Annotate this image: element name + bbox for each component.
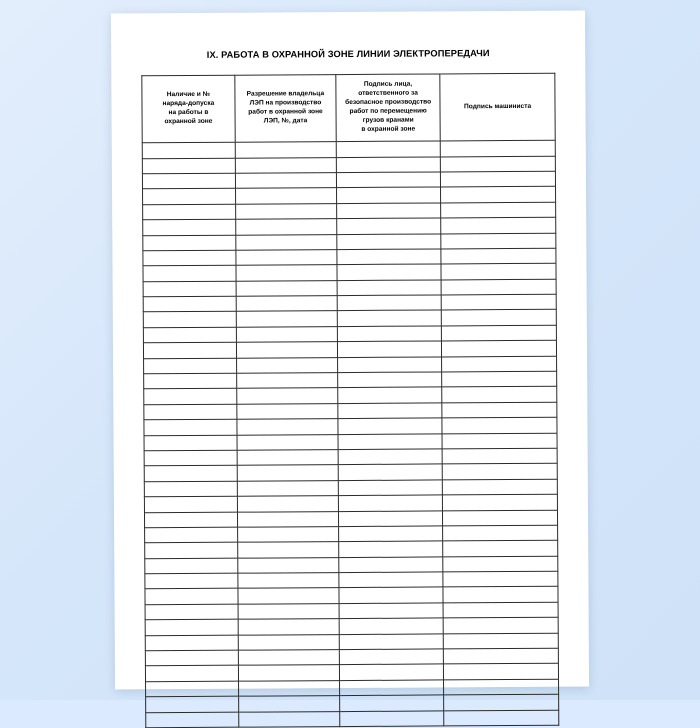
- cell-operator-signature[interactable]: [444, 679, 559, 695]
- cell-responsible-signature[interactable]: [337, 218, 441, 234]
- cell-owner-permission[interactable]: [235, 203, 336, 219]
- cell-permit[interactable]: [144, 481, 237, 497]
- cell-operator-signature[interactable]: [443, 617, 558, 633]
- cell-owner-permission[interactable]: [237, 450, 338, 466]
- column-header-responsible-signature-line-1: Подпись лица,: [363, 81, 413, 89]
- cell-owner-permission[interactable]: [238, 665, 339, 681]
- column-header-owner-permission-line-3: работ в охранной зоне: [248, 108, 323, 116]
- cell-responsible-signature[interactable]: [339, 634, 443, 650]
- column-header-responsible-signature-line-6: в охранной зоне: [361, 125, 416, 133]
- cell-owner-permission[interactable]: [238, 603, 339, 619]
- cell-responsible-signature[interactable]: [338, 387, 442, 403]
- column-header-owner-permission-line-4: ЛЭП, №, дата: [263, 117, 308, 125]
- cell-owner-permission[interactable]: [237, 388, 338, 404]
- cell-responsible-signature[interactable]: [340, 695, 444, 711]
- cell-permit[interactable]: [143, 219, 236, 235]
- cell-operator-signature[interactable]: [442, 402, 557, 418]
- cell-operator-signature[interactable]: [442, 448, 557, 464]
- cell-permit[interactable]: [144, 404, 237, 420]
- cell-permit[interactable]: [144, 358, 237, 374]
- cell-permit[interactable]: [144, 512, 237, 528]
- cell-operator-signature[interactable]: [443, 571, 558, 587]
- cell-owner-permission[interactable]: [238, 680, 339, 696]
- cell-permit[interactable]: [145, 619, 238, 635]
- cell-operator-signature[interactable]: [443, 602, 558, 618]
- cell-responsible-signature[interactable]: [338, 403, 442, 419]
- column-header-responsible-signature-line-2: ответственного за: [358, 89, 418, 98]
- cell-owner-permission[interactable]: [237, 419, 338, 435]
- cell-operator-signature[interactable]: [442, 417, 557, 433]
- cell-owner-permission[interactable]: [237, 480, 338, 496]
- cell-permit[interactable]: [142, 173, 235, 189]
- cell-owner-permission[interactable]: [237, 542, 338, 558]
- cell-owner-permission[interactable]: [236, 311, 337, 327]
- cell-permit[interactable]: [145, 650, 238, 666]
- cell-responsible-signature[interactable]: [338, 449, 442, 465]
- cell-operator-signature[interactable]: [443, 648, 558, 664]
- cell-owner-permission[interactable]: [236, 280, 337, 296]
- cell-permit[interactable]: [143, 312, 236, 328]
- table-row: [146, 710, 559, 728]
- cell-responsible-signature[interactable]: [338, 357, 442, 373]
- cell-responsible-signature[interactable]: [339, 526, 443, 542]
- cell-responsible-signature[interactable]: [337, 187, 441, 203]
- cell-responsible-signature[interactable]: [339, 587, 443, 603]
- cell-operator-signature[interactable]: [440, 140, 555, 156]
- cell-operator-signature[interactable]: [441, 233, 556, 249]
- cell-responsible-signature[interactable]: [339, 510, 443, 526]
- cell-permit[interactable]: [142, 142, 235, 158]
- cell-responsible-signature[interactable]: [338, 434, 442, 450]
- cell-responsible-signature[interactable]: [336, 156, 440, 172]
- cell-responsible-signature[interactable]: [337, 310, 441, 326]
- cell-owner-permission[interactable]: [238, 696, 339, 712]
- cell-permit[interactable]: [143, 189, 236, 205]
- cell-owner-permission[interactable]: [238, 650, 339, 666]
- table-header: [142, 73, 555, 143]
- cell-owner-permission[interactable]: [238, 634, 339, 650]
- cell-operator-signature[interactable]: [442, 479, 557, 495]
- cell-owner-permission[interactable]: [237, 526, 338, 542]
- cell-permit[interactable]: [143, 204, 236, 220]
- column-header-permit-line-3: на работы в: [168, 109, 209, 117]
- cell-permit[interactable]: [143, 250, 236, 266]
- document-page: [111, 11, 589, 690]
- column-header-operator-signature-line-1: Подпись машиниста: [464, 102, 532, 111]
- cell-operator-signature[interactable]: [443, 510, 558, 526]
- cell-owner-permission[interactable]: [237, 496, 338, 512]
- column-header-permit: [142, 75, 235, 143]
- electric-line-zone-table: [141, 73, 559, 728]
- cell-owner-permission[interactable]: [237, 465, 338, 481]
- cell-responsible-signature[interactable]: [337, 280, 441, 296]
- cell-responsible-signature[interactable]: [340, 711, 444, 727]
- cell-operator-signature[interactable]: [443, 556, 558, 572]
- cell-owner-permission[interactable]: [236, 249, 337, 265]
- cell-operator-signature[interactable]: [441, 279, 556, 295]
- cell-responsible-signature[interactable]: [337, 233, 441, 249]
- cell-permit[interactable]: [144, 496, 237, 512]
- cell-owner-permission[interactable]: [236, 357, 337, 373]
- cell-responsible-signature[interactable]: [337, 249, 441, 265]
- cell-operator-signature[interactable]: [441, 187, 556, 203]
- cell-operator-signature[interactable]: [442, 387, 557, 403]
- table-body: [142, 140, 559, 727]
- cell-permit[interactable]: [143, 265, 236, 281]
- column-header-owner-permission-line-2: ЛЭП на производство: [249, 99, 322, 107]
- cell-owner-permission[interactable]: [235, 219, 336, 235]
- cell-permit[interactable]: [145, 589, 238, 605]
- table-header-row: [142, 73, 555, 143]
- cell-owner-permission[interactable]: [236, 296, 337, 312]
- cell-responsible-signature[interactable]: [337, 326, 441, 342]
- cell-permit[interactable]: [145, 527, 238, 543]
- cell-owner-permission[interactable]: [235, 188, 336, 204]
- column-header-permit-line-1: Наличие и №: [166, 91, 211, 99]
- cell-owner-permission[interactable]: [236, 265, 337, 281]
- column-header-responsible-signature-line-5: грузов кранами: [362, 116, 414, 124]
- column-header-operator-signature: [440, 73, 555, 141]
- cell-operator-signature[interactable]: [442, 371, 557, 387]
- cell-operator-signature[interactable]: [443, 633, 558, 649]
- cell-owner-permission[interactable]: [238, 557, 339, 573]
- cell-owner-permission[interactable]: [235, 157, 336, 173]
- cell-operator-signature[interactable]: [441, 248, 556, 264]
- cell-permit[interactable]: [146, 681, 239, 697]
- cell-permit[interactable]: [145, 558, 238, 574]
- cell-operator-signature[interactable]: [442, 464, 557, 480]
- cell-operator-signature[interactable]: [443, 494, 558, 510]
- cell-permit[interactable]: [145, 666, 238, 682]
- column-header-owner-permission-line-1: Разрешение владельца: [246, 90, 325, 99]
- cell-responsible-signature[interactable]: [338, 372, 442, 388]
- cell-permit[interactable]: [145, 543, 238, 559]
- cell-owner-permission[interactable]: [239, 711, 340, 727]
- cell-permit[interactable]: [143, 342, 236, 358]
- cell-permit[interactable]: [144, 450, 237, 466]
- cell-owner-permission[interactable]: [236, 373, 337, 389]
- cell-operator-signature[interactable]: [443, 587, 558, 603]
- cell-responsible-signature[interactable]: [338, 341, 442, 357]
- cell-owner-permission[interactable]: [236, 234, 337, 250]
- cell-responsible-signature[interactable]: [339, 572, 443, 588]
- cell-permit[interactable]: [144, 389, 237, 405]
- cell-operator-signature[interactable]: [442, 340, 557, 356]
- cell-permit[interactable]: [143, 235, 236, 251]
- cell-permit[interactable]: [144, 435, 237, 451]
- cell-operator-signature[interactable]: [444, 694, 559, 710]
- cell-operator-signature[interactable]: [443, 541, 558, 557]
- cell-operator-signature[interactable]: [441, 325, 556, 341]
- cell-responsible-signature[interactable]: [338, 480, 442, 496]
- cell-permit[interactable]: [144, 373, 237, 389]
- cell-owner-permission[interactable]: [238, 588, 339, 604]
- cell-permit[interactable]: [146, 696, 239, 712]
- column-header-responsible-signature-line-4: работ по перемещению: [349, 107, 427, 116]
- cell-operator-signature[interactable]: [443, 525, 558, 541]
- cell-responsible-signature[interactable]: [340, 664, 444, 680]
- page-content: [141, 41, 559, 666]
- cell-responsible-signature[interactable]: [337, 264, 441, 280]
- cell-responsible-signature[interactable]: [339, 603, 443, 619]
- cell-operator-signature[interactable]: [442, 433, 557, 449]
- cell-responsible-signature[interactable]: [337, 172, 441, 188]
- cell-owner-permission[interactable]: [236, 326, 337, 342]
- cell-permit[interactable]: [145, 604, 238, 620]
- cell-operator-signature[interactable]: [441, 310, 556, 326]
- cell-responsible-signature[interactable]: [340, 680, 444, 696]
- cell-responsible-signature[interactable]: [339, 649, 443, 665]
- cell-permit[interactable]: [143, 281, 236, 297]
- cell-operator-signature[interactable]: [444, 664, 559, 680]
- cell-operator-signature[interactable]: [442, 356, 557, 372]
- cell-operator-signature[interactable]: [441, 171, 556, 187]
- cell-responsible-signature[interactable]: [337, 295, 441, 311]
- cell-permit[interactable]: [142, 158, 235, 174]
- cell-permit[interactable]: [146, 712, 239, 728]
- cell-owner-permission[interactable]: [235, 173, 336, 189]
- cell-operator-signature[interactable]: [441, 217, 556, 233]
- column-header-responsible-signature: [336, 74, 440, 142]
- cell-permit[interactable]: [144, 466, 237, 482]
- cell-permit[interactable]: [143, 327, 236, 343]
- cell-owner-permission[interactable]: [235, 142, 336, 158]
- cell-operator-signature[interactable]: [441, 202, 556, 218]
- page-title: IX. РАБОТА В ОХРАННОЙ ЗОНЕ ЛИНИИ ЭЛЕКТРОПЕРЕДАЧИ: [206, 48, 490, 60]
- cell-permit[interactable]: [145, 573, 238, 589]
- cell-responsible-signature[interactable]: [339, 541, 443, 557]
- cell-operator-signature[interactable]: [440, 156, 555, 172]
- cell-owner-permission[interactable]: [238, 619, 339, 635]
- cell-operator-signature[interactable]: [444, 710, 559, 726]
- cell-permit[interactable]: [144, 419, 237, 435]
- cell-responsible-signature[interactable]: [339, 557, 443, 573]
- column-header-responsible-signature-line-3: безопасное производство: [345, 98, 432, 107]
- cell-responsible-signature[interactable]: [337, 203, 441, 219]
- cell-responsible-signature[interactable]: [338, 495, 442, 511]
- cell-owner-permission[interactable]: [237, 511, 338, 527]
- cell-owner-permission[interactable]: [238, 573, 339, 589]
- cell-owner-permission[interactable]: [237, 403, 338, 419]
- cell-owner-permission[interactable]: [237, 434, 338, 450]
- cell-operator-signature[interactable]: [441, 264, 556, 280]
- cell-responsible-signature[interactable]: [339, 618, 443, 634]
- cell-operator-signature[interactable]: [441, 294, 556, 310]
- cell-owner-permission[interactable]: [236, 342, 337, 358]
- cell-permit[interactable]: [145, 635, 238, 651]
- cell-permit[interactable]: [143, 296, 236, 312]
- column-header-permit-line-2: наряда-допуска: [162, 100, 215, 108]
- cell-responsible-signature[interactable]: [336, 141, 440, 157]
- cell-responsible-signature[interactable]: [338, 418, 442, 434]
- cell-responsible-signature[interactable]: [338, 464, 442, 480]
- column-header-owner-permission: [235, 75, 337, 143]
- column-header-permit-line-4: охранной зоне: [164, 117, 213, 126]
